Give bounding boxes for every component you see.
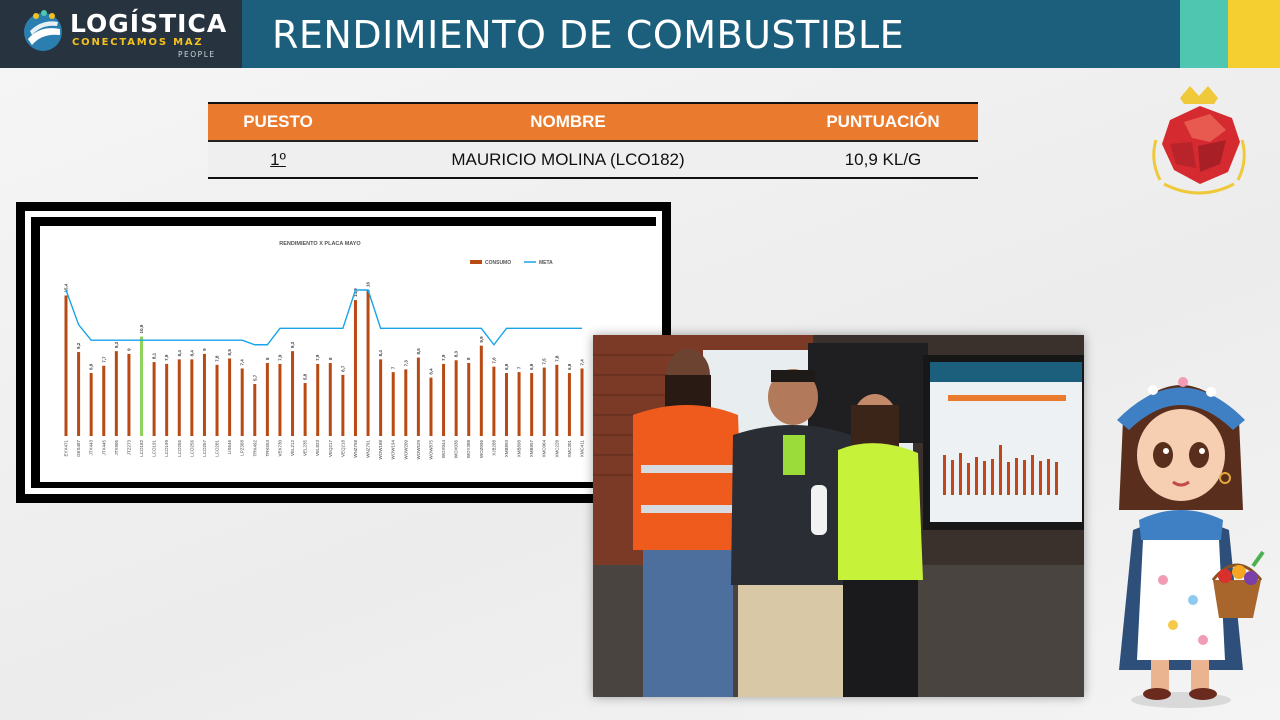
bar-trk492 (253, 384, 256, 436)
bar-xmc301 (568, 373, 571, 436)
legend-consumo-swatch (470, 260, 482, 264)
data-label: 7,9 (164, 354, 170, 361)
x-tick-label: LCO257 (201, 440, 207, 457)
ranking-header-row (208, 103, 978, 141)
header-puesto: PUESTO (208, 103, 348, 141)
bar-woz096 (480, 346, 483, 436)
x-tick-label: WOW875 (428, 440, 434, 460)
bar-lco191 (153, 362, 156, 436)
data-label: 7,5 (541, 358, 547, 365)
bar-lco257 (203, 354, 206, 436)
x-tick-label: XMC228 (554, 440, 560, 458)
data-label: 9,3 (113, 341, 119, 349)
bar-ges487 (77, 352, 80, 436)
bar-wox036 (455, 360, 458, 436)
x-tick-label: XMB893 (503, 440, 509, 458)
bar-veq217 (329, 363, 332, 436)
bar-lco281 (216, 365, 219, 436)
bar-xjb288 (492, 367, 495, 436)
data-label: 6,9 (88, 363, 94, 371)
x-tick-label: TRK492 (252, 440, 258, 457)
data-label: 7,4 (239, 359, 245, 366)
data-label: 8,6 (415, 348, 421, 355)
bar-lpz368 (241, 368, 244, 436)
bar-vek730 (278, 364, 281, 436)
data-label: 6,9 (503, 363, 509, 371)
bar-lco255 (178, 359, 181, 436)
x-tick-label: TRK553 (264, 440, 270, 457)
x-tick-label: XMC064 (541, 440, 547, 458)
bar-lco256 (190, 359, 193, 436)
data-label: 6,4 (428, 368, 434, 375)
data-label: 8 (466, 357, 472, 360)
bar-lis646 (228, 358, 231, 436)
x-tick-label: LCO199 (164, 440, 170, 457)
data-label: 7,8 (554, 355, 560, 362)
data-label: 7 (390, 366, 396, 370)
data-label: 6,9 (566, 363, 572, 371)
x-tick-label: WOY388 (466, 440, 472, 459)
x-tick-label: XMB898 (516, 440, 522, 458)
x-tick-label: VEQ217 (327, 440, 333, 458)
x-tick-label: WOZ096 (478, 440, 484, 459)
bar-wnz791 (367, 290, 370, 436)
bar-wow194 (392, 372, 395, 436)
x-tick-label: WOW194 (390, 440, 396, 460)
x-tick-label: VEK730 (277, 440, 283, 457)
data-label: 9,3 (290, 341, 296, 349)
logo-sub: PEOPLE (178, 50, 216, 59)
header-bar (0, 0, 1280, 68)
meta-line (66, 290, 582, 345)
data-label: 7,9 (315, 354, 321, 361)
logo-globe-icon (20, 7, 66, 53)
data-label: 15,4 (63, 283, 69, 293)
bar-wow875 (429, 378, 432, 436)
table-row (208, 141, 978, 178)
bar-xmc064 (543, 368, 546, 436)
chart-frame (16, 202, 671, 503)
logo (0, 0, 242, 68)
chart-title: RENDIMIENTO X PLACA MAYO (279, 241, 361, 247)
x-tick-label: WNZ791 (365, 440, 371, 458)
x-tick-label: VEL823 (315, 440, 321, 457)
data-label: 6,9 (529, 363, 535, 371)
bar-wnz758 (354, 300, 357, 436)
ranking-table (208, 102, 978, 179)
chart-area (40, 226, 657, 482)
cell-position: 1º (208, 141, 348, 178)
bar-eyx471 (65, 295, 68, 436)
bar-xmb898 (518, 372, 521, 436)
x-tick-label: XMC301 (566, 440, 572, 458)
x-tick-label: EYX471 (63, 440, 69, 457)
x-tick-label: WOW188 (378, 440, 384, 460)
data-label: 8,4 (189, 350, 195, 357)
data-label: 7,8 (214, 355, 220, 362)
x-tick-label: XMC411 (579, 440, 585, 458)
data-label: 8 (264, 357, 270, 360)
data-label: 9,2 (76, 342, 82, 350)
x-tick-label: LIS646 (227, 440, 233, 455)
x-tick-label: XMB957 (529, 440, 535, 458)
data-label: 8,3 (453, 350, 459, 358)
legend-consumo-label: CONSUMO (485, 260, 512, 266)
bar-xmb893 (505, 373, 508, 436)
fuel-chart (40, 226, 657, 482)
data-label: 9 (201, 348, 207, 351)
data-label: 9 (126, 348, 132, 351)
cell-score: 10,9 KL/G (788, 141, 978, 178)
team-photo-illustration (593, 335, 1084, 697)
x-tick-label: VEL212 (290, 440, 296, 457)
x-tick-label: LCO255 (176, 440, 182, 457)
x-tick-label: LCO256 (189, 440, 195, 457)
x-tick-label: WNZ758 (352, 440, 358, 458)
bar-jtx445 (102, 366, 105, 436)
bar-vel235 (304, 383, 307, 436)
accent-tab-yellow (1228, 0, 1280, 68)
data-label: 16 (365, 281, 371, 287)
bar-vel823 (316, 364, 319, 436)
bar-woy388 (467, 363, 470, 436)
bar-xmc411 (581, 368, 584, 436)
data-label: 7 (516, 366, 522, 370)
data-label: 8 (327, 357, 333, 360)
bar-xmb957 (530, 373, 533, 436)
bar-wow529 (417, 358, 420, 436)
x-tick-label: WOX044 (441, 440, 447, 459)
x-tick-label: JTX443 (88, 440, 94, 456)
x-tick-label: LCO182 (139, 440, 145, 457)
data-label: 10,9 (139, 324, 145, 334)
cell-name: MAURICIO MOLINA (LCO182) (348, 141, 788, 178)
header-puntuacion: PUNTUACIÓN (788, 103, 978, 141)
bar-lco182 (140, 337, 143, 436)
data-label: 9,9 (478, 336, 484, 343)
x-tick-label: VEQ218 (340, 440, 346, 458)
cartoon-woman-illustration (1093, 360, 1268, 712)
bar-xmc228 (555, 365, 558, 436)
x-tick-label: JTX905 (113, 440, 119, 456)
bar-jtx905 (115, 351, 118, 436)
bar-jtx443 (90, 373, 93, 436)
data-label: 7,7 (101, 356, 107, 363)
logo-name: LOGÍSTICA (70, 9, 228, 38)
bar-wow209 (404, 369, 407, 436)
data-label: 7,6 (491, 357, 497, 364)
bar-vel212 (291, 351, 294, 436)
page-title: RENDIMIENTO DE COMBUSTIBLE (272, 13, 905, 57)
data-label: 14,9 (352, 288, 358, 298)
data-label: 5,7 (252, 374, 258, 381)
data-label: 7,9 (277, 354, 283, 361)
bar-wow188 (379, 359, 382, 436)
data-label: 8,4 (176, 350, 182, 357)
logo-tagline: CONECTAMOS MAZ (72, 37, 204, 48)
header-nombre: NOMBRE (348, 103, 788, 141)
data-label: 8,5 (227, 349, 233, 356)
x-tick-label: JTZ273 (126, 440, 132, 456)
data-label: 6,7 (340, 365, 346, 372)
bar-lco199 (165, 364, 168, 436)
bar-trk553 (266, 363, 269, 436)
x-tick-label: GES487 (76, 440, 82, 458)
data-label: 7,9 (441, 354, 447, 361)
data-label: 5,8 (302, 373, 308, 381)
data-label: 7,3 (403, 360, 409, 367)
lion-badge-icon (1140, 80, 1258, 206)
bar-wox044 (442, 364, 445, 436)
x-tick-label: LPZ368 (239, 440, 245, 456)
bar-jtz273 (127, 354, 130, 436)
x-tick-label: LCO191 (151, 440, 157, 457)
x-tick-label: WOW529 (415, 440, 421, 460)
legend-meta-label: META (539, 260, 553, 266)
x-tick-label: JTX445 (101, 440, 107, 456)
data-label: 8,1 (151, 352, 157, 360)
data-label: 7,4 (579, 359, 585, 366)
x-tick-label: VEL235 (302, 440, 308, 457)
team-photo (593, 335, 1084, 697)
x-tick-label: XJB288 (491, 440, 497, 456)
data-label: 8,4 (378, 350, 384, 357)
accent-tab-teal (1180, 0, 1228, 68)
x-tick-label: WOX036 (453, 440, 459, 459)
bar-veq218 (341, 375, 344, 436)
x-tick-label: WOW209 (403, 440, 409, 460)
x-tick-label: LCO281 (214, 440, 220, 457)
